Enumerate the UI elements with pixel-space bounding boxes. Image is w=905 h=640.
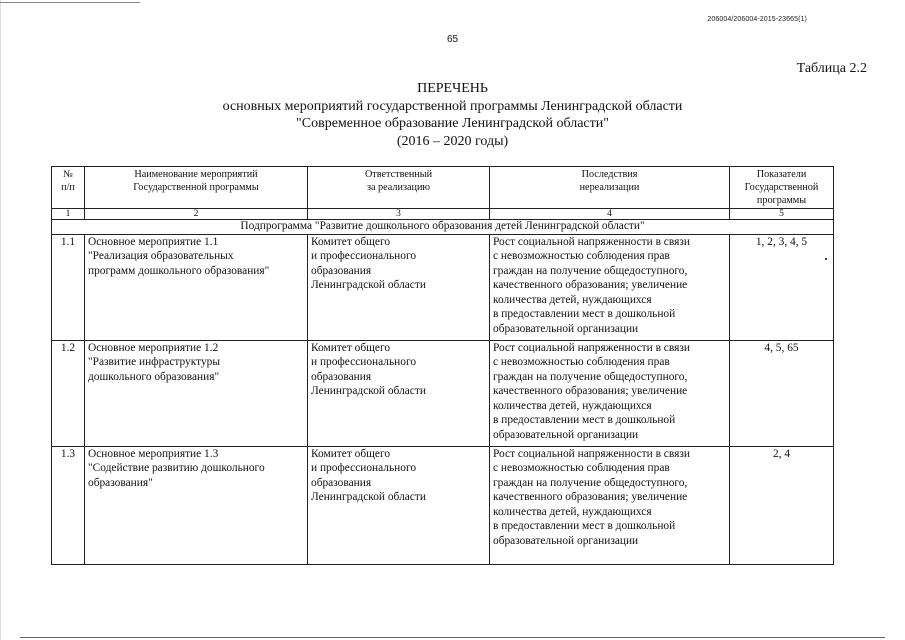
row-responsible: Комитет общего и профессионального образования Ленинградской области xyxy=(308,446,490,564)
row-responsible: Комитет общего и профессионального образования Ленинградской области xyxy=(308,340,490,446)
page-number: 65 xyxy=(446,34,459,45)
table-header-row xyxy=(52,167,834,209)
bottom-rule xyxy=(20,637,885,638)
measures-table xyxy=(51,166,834,565)
row-name: Основное мероприятие 1.2 "Развитие инфраструктуры дошкольного образования" xyxy=(85,340,308,446)
document-title xyxy=(0,80,905,150)
row-consequences: Рост социальной напряженности в связи с невозможностью соблюдения прав граждан на получение общедоступного, качественного образования; увеличение количества детей, нуждающихся в предоставлении мест в дошкольной образовательной организации xyxy=(490,234,730,340)
column-number: 5 xyxy=(730,209,834,220)
column-number: 4 xyxy=(490,209,730,220)
column-number: 2 xyxy=(85,209,308,220)
header-consequences: Последствия нереализации xyxy=(490,167,730,209)
title-line-2: основных мероприятий государственной программы Ленинградской области xyxy=(222,98,683,114)
column-number-row xyxy=(52,209,834,220)
table-row xyxy=(52,446,834,564)
scan-speck xyxy=(825,258,827,260)
header-name: Наименование мероприятий Государственной программы xyxy=(85,167,308,209)
row-number: 1.1 xyxy=(52,234,85,340)
title-line-3: "Современное образование Ленинградской области" xyxy=(296,116,609,131)
row-indicators: 1, 2, 3, 4, 5 xyxy=(730,234,834,340)
row-responsible: Комитет общего и профессионального образования Ленинградской области xyxy=(308,234,490,340)
document-id: 206004/206004-2015-23665(1) xyxy=(707,16,807,23)
row-number: 1.3 xyxy=(52,446,85,564)
row-consequences: Рост социальной напряженности в связи с невозможностью соблюдения прав граждан на получение общедоступного, качественного образования; увеличение количества детей, нуждающихся в предоставлении мест в дошкольной образовательной организации xyxy=(490,340,730,446)
row-consequences: Рост социальной напряженности в связи с невозможностью соблюдения прав граждан на получение общедоступного, качественного образования; увеличение количества детей, нуждающихся в предоставлении мест в дошкольной образовательной организации xyxy=(490,446,730,564)
top-rule xyxy=(0,2,140,3)
row-indicators: 4, 5, 65 xyxy=(730,340,834,446)
table-row xyxy=(52,234,834,340)
column-number: 3 xyxy=(308,209,490,220)
table-label: Таблица 2.2 xyxy=(796,61,867,76)
subprogram-row xyxy=(52,220,834,235)
row-indicators: 2, 4 xyxy=(730,446,834,564)
subprogram-title: Подпрограмма "Развитие дошкольного образования детей Ленинградской области" xyxy=(52,220,834,235)
table-row xyxy=(52,340,834,446)
title-line-1: ПЕРЕЧЕНЬ xyxy=(417,81,488,96)
row-number: 1.2 xyxy=(52,340,85,446)
row-name: Основное мероприятие 1.3 "Содействие развитию дошкольного образования" xyxy=(85,446,308,564)
row-name: Основное мероприятие 1.1 "Реализация образовательных программ дошкольного образования" xyxy=(85,234,308,340)
header-responsible: Ответственный за реализацию xyxy=(308,167,490,209)
title-line-4: (2016 – 2020 годы) xyxy=(396,133,509,149)
column-number: 1 xyxy=(52,209,85,220)
header-num: № п/п xyxy=(52,167,85,209)
header-indicators: Показатели Государственной программы xyxy=(730,167,834,209)
